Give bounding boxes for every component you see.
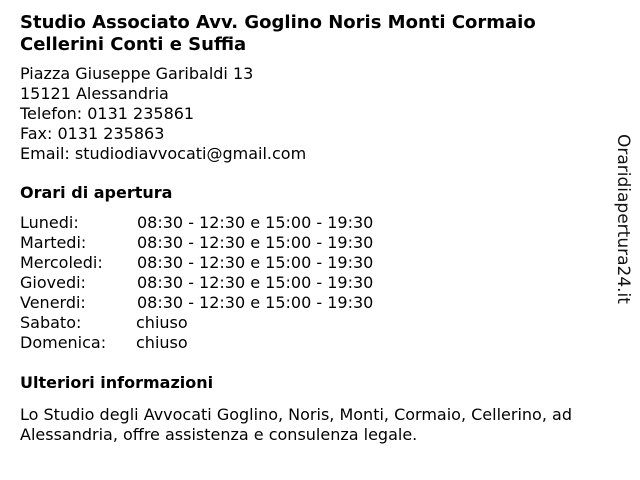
email-address: Email: studiodiavvocati@gmail.com (20, 144, 307, 163)
hours-value: 08:30 - 12:30 e 15:00 - 19:30 (137, 233, 374, 252)
hours-value: chiuso (136, 313, 188, 332)
street-address: Piazza Giuseppe Garibaldi 13 (20, 64, 254, 83)
day-label: Giovedi: (20, 273, 86, 292)
hours-heading: Orari di apertura (20, 183, 173, 202)
hours-value: 08:30 - 12:30 e 15:00 - 19:30 (137, 273, 374, 292)
day-label: Lunedi: (20, 213, 79, 232)
info-heading: Ulteriori informazioni (20, 373, 214, 392)
day-label: Mercoledi: (20, 253, 103, 272)
day-label: Venerdi: (20, 293, 86, 312)
info-description: Lo Studio degli Avvocati Goglino, Noris, Monti, Cormaio, Cellerino, ad Alessandria, offre assistenza e consulenza legale. (20, 405, 572, 444)
day-label: Sabato: (20, 313, 82, 332)
watermark (608, 134, 638, 310)
phone-number: Telefon: 0131 235861 (20, 104, 195, 123)
day-label: Domenica: (20, 333, 107, 352)
hours-value: 08:30 - 12:30 e 15:00 - 19:30 (137, 253, 374, 272)
contact-block (20, 64, 306, 164)
watermark-text: Oraridiapertura24.it (613, 134, 633, 304)
hours-value: 08:30 - 12:30 e 15:00 - 19:30 (137, 213, 374, 232)
hours-value: chiuso (136, 333, 188, 352)
day-label: Martedi: (20, 233, 87, 252)
city-address: 15121 Alessandria (20, 84, 169, 103)
page-title: Studio Associato Avv. Goglino Noris Monti Cormaio Cellerini Conti e Suffia (20, 12, 536, 55)
fax-number: Fax: 0131 235863 (20, 124, 165, 143)
hours-value: 08:30 - 12:30 e 15:00 - 19:30 (137, 293, 374, 312)
